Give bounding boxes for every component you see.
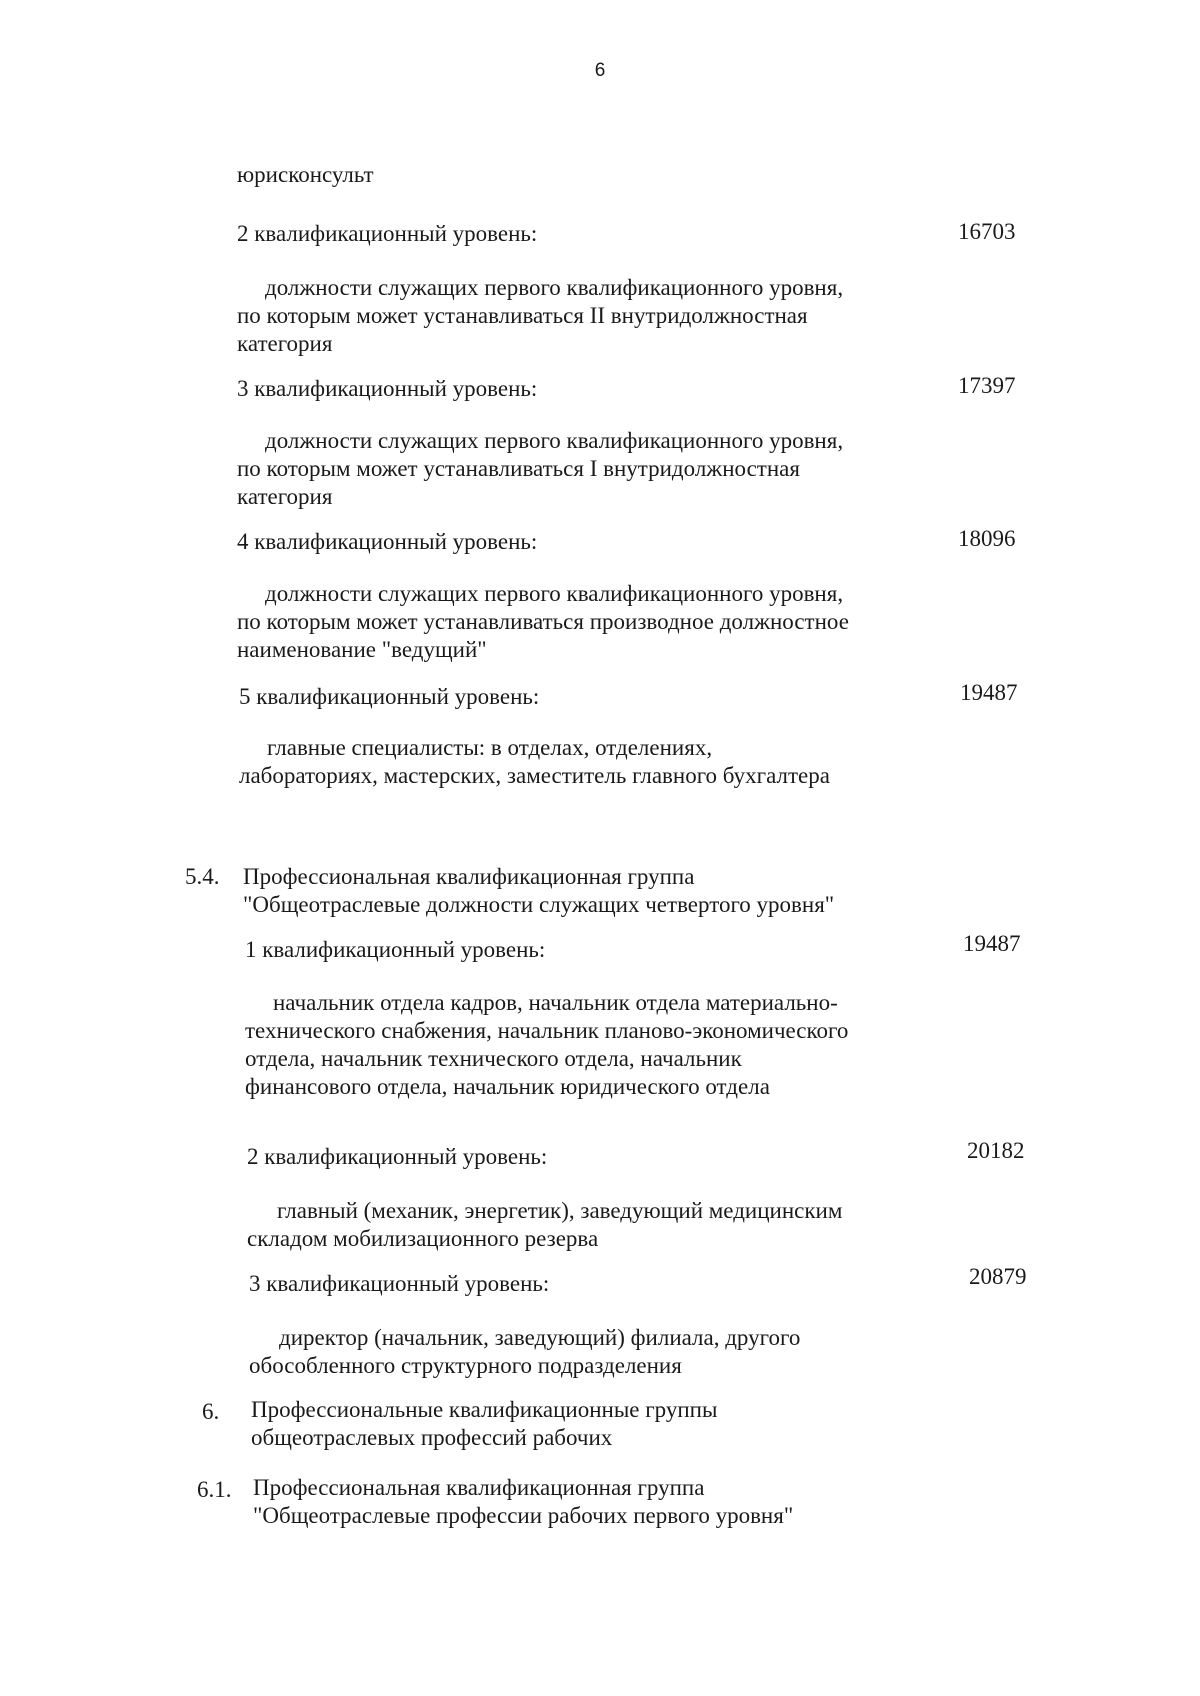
position-line: категория: [237, 331, 333, 356]
salary-value: 17397: [958, 373, 1016, 398]
qualification-level-label: 2 квалификационный уровень:: [237, 221, 538, 246]
position-line: должности служащих первого квалификационного уровня,: [265, 275, 844, 300]
position-line: должности служащих первого квалификационного уровня,: [265, 581, 844, 606]
position-line: по которым может устанавливаться II внутридолжностная: [237, 303, 808, 328]
salary-value: 16703: [958, 219, 1016, 244]
section-number: 5.4.: [185, 864, 220, 889]
qualification-level-label: 3 квалификационный уровень:: [249, 1271, 550, 1296]
salary-value: 18096: [958, 526, 1016, 551]
position-line: обособленного структурного подразделения: [249, 1353, 682, 1378]
section-number: 6.: [202, 1399, 220, 1424]
position-line: лабораториях, мастерских, заместитель главного бухгалтера: [239, 763, 830, 788]
salary-value: 20182: [967, 1138, 1025, 1163]
position-line: категория: [237, 484, 333, 509]
section-number: 6.1.: [197, 1477, 232, 1502]
salary-value: 20879: [969, 1264, 1027, 1289]
salary-value: 19487: [963, 931, 1021, 956]
position-line: по которым может устанавливаться производное должностное: [237, 609, 849, 634]
section-heading: "Общеотраслевые должности служащих четвертого уровня": [243, 892, 835, 917]
qualification-level-label: 5 квалификационный уровень:: [239, 684, 540, 709]
position-line: директор (начальник, заведующий) филиала, другого: [279, 1325, 801, 1350]
position-line: начальник отдела кадров, начальник отдела материально-: [273, 990, 838, 1015]
section-heading: Профессиональные квалификационные группы: [251, 1397, 718, 1422]
position-line: финансового отдела, начальник юридического отдела: [245, 1074, 770, 1099]
position-line: отдела, начальник технического отдела, начальник: [245, 1046, 742, 1071]
position-line: наименование "ведущий": [237, 637, 487, 662]
position-line: складом мобилизационного резерва: [247, 1226, 599, 1251]
section-heading: Профессиональная квалификационная группа: [253, 1475, 705, 1500]
page-number: 6: [594, 60, 606, 81]
position-line: юрисконсульт: [237, 162, 374, 187]
qualification-level-label: 2 квалификационный уровень:: [247, 1144, 548, 1169]
position-line: главные специалисты: в отделах, отделениях,: [267, 735, 713, 760]
position-line: по которым может устанавливаться I внутридолжностная: [237, 456, 800, 481]
section-heading: Профессиональная квалификационная группа: [243, 864, 695, 889]
position-line: должности служащих первого квалификационного уровня,: [265, 428, 844, 453]
section-heading: общеотраслевых профессий рабочих: [251, 1425, 613, 1450]
qualification-level-label: 1 квалификационный уровень:: [245, 937, 546, 962]
section-heading: "Общеотраслевые профессии рабочих первого уровня": [253, 1503, 794, 1528]
qualification-level-label: 4 квалификационный уровень:: [237, 529, 538, 554]
salary-value: 19487: [960, 680, 1018, 705]
position-line: технического снабжения, начальник планово-экономического: [245, 1018, 849, 1043]
qualification-level-label: 3 квалификационный уровень:: [237, 376, 538, 401]
position-line: главный (механик, энергетик), заведующий медицинским: [277, 1198, 843, 1223]
